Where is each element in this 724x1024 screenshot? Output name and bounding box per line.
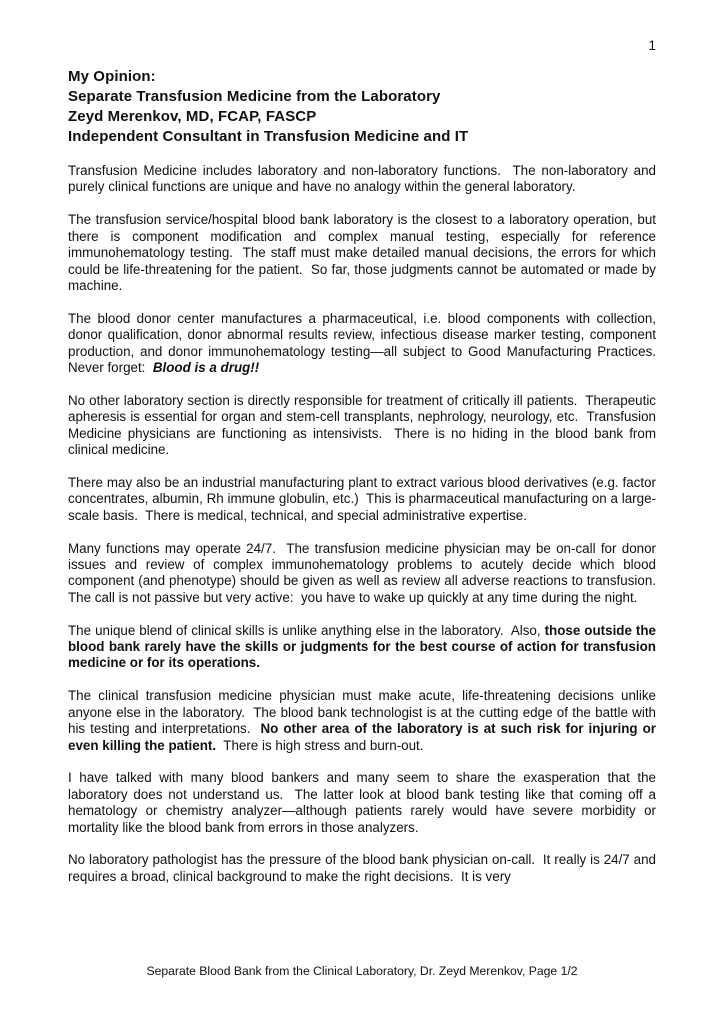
text-run: No other laboratory section is directly responsible for treatment of critically ill patients. Therapeutic apheresis is essential for organ and stem-cell transplants, nephrology, neurology, etc. Transfusion Medicine physicians are functioning as intensivists. There is no hiding in the blood bank from clinical medicine. [68,392,660,458]
document-body [68,163,664,885]
paragraph-8 [68,688,660,754]
text-run: Many functions may operate 24/7. The transfusion medicine physician may be on-call for donor issues and review of complex immunohematology problems to acutely decide which blood component (and phenotype) should be given as well as review all adverse reactions to transfusion. The call is not passive but very active: you have to wake up quickly at any time during the night. [68,540,664,605]
page-footer: Separate Blood Bank from the Clinical Laboratory, Dr. Zeyd Merenkov, Page 1/2 [146,964,578,978]
paragraph-5 [68,474,660,524]
title-line-author: Zeyd Merenkov, MD, FCAP, FASCP [68,108,317,125]
paragraph-9 [68,770,660,836]
text-run: those outside the blood bank rarely have the skills or judgments for the best course of action for transfusion medicine or for its operations. [68,622,660,671]
title-line-role: Independent Consultant in Transfusion Medicine and IT [68,128,469,145]
page-number: 1 [648,38,656,53]
paragraph-6 [68,540,664,607]
text-run: No other area of the laboratory is at such risk for injuring or even killing the patient. [68,721,660,753]
text-run: No laboratory pathologist has the pressure of the blood bank physician on-call. It really is 24/7 and requires a broad, clinical background to make the right decisions. It is very [68,852,660,884]
paragraph-10 [68,852,660,885]
text-run: There is high stress and burn-out. [216,737,424,753]
paragraph-7 [68,622,660,672]
document-title-block [68,67,656,147]
page-content [68,38,664,902]
text-run: Transfusion Medicine includes laboratory and non-laboratory functions. The non-laboratory and purely clinical functions are unique and have no analogy within the general laboratory. [68,163,660,195]
title-line-main: Separate Transfusion Medicine from the Laboratory [68,88,441,105]
paragraph-4 [68,392,660,459]
text-run: There may also be an industrial manufacturing plant to extract various blood derivatives (e.g. factor concentrates, albumin, Rh immune globulin, etc.) This is pharmaceutical manufacturing on a large-scale basis. There is medical, technical, and special administrative expertise. [68,474,660,523]
paragraph-2 [68,212,660,294]
text-run: The blood donor center manufactures a pharmaceutical, i.e. blood components with collection, donor qualification, donor abnormal results review, infectious disease marker testing, component production, and donor immunohematology testing—all subject to Good Manufacturing Practices. Never forget: [68,310,664,375]
title-line-opinion: My Opinion: [68,68,156,85]
paragraph-3 [68,310,664,377]
text-run: Blood is a drug!! [152,360,260,375]
text-run: The unique blend of clinical skills is unlike anything else in the laboratory. Also, [68,622,545,638]
paragraph-1 [68,163,660,196]
text-run: The clinical transfusion medicine physician must make acute, life-threatening decisions unlike anyone else in the laboratory. The blood bank technologist is at the cutting edge of the battle with his testing and interpretations. [68,688,660,737]
text-run: The transfusion service/hospital blood bank laboratory is the closest to a laboratory operation, but there is component modification and complex manual testing, especially for reference immunohematology testing. The staff must make detailed manual decisions, the errors for which could be life-threatening for the patient. So far, those judgments cannot be automated or made by machine. [68,212,660,293]
text-run: I have talked with many blood bankers and many seem to share the exasperation that the laboratory does not understand us. The latter look at blood bank testing like that coming off a hematology or chemistry analyzer—although patients rarely would have severe morbidity or mortality like the blood bank from errors in those analyzers. [68,770,660,835]
